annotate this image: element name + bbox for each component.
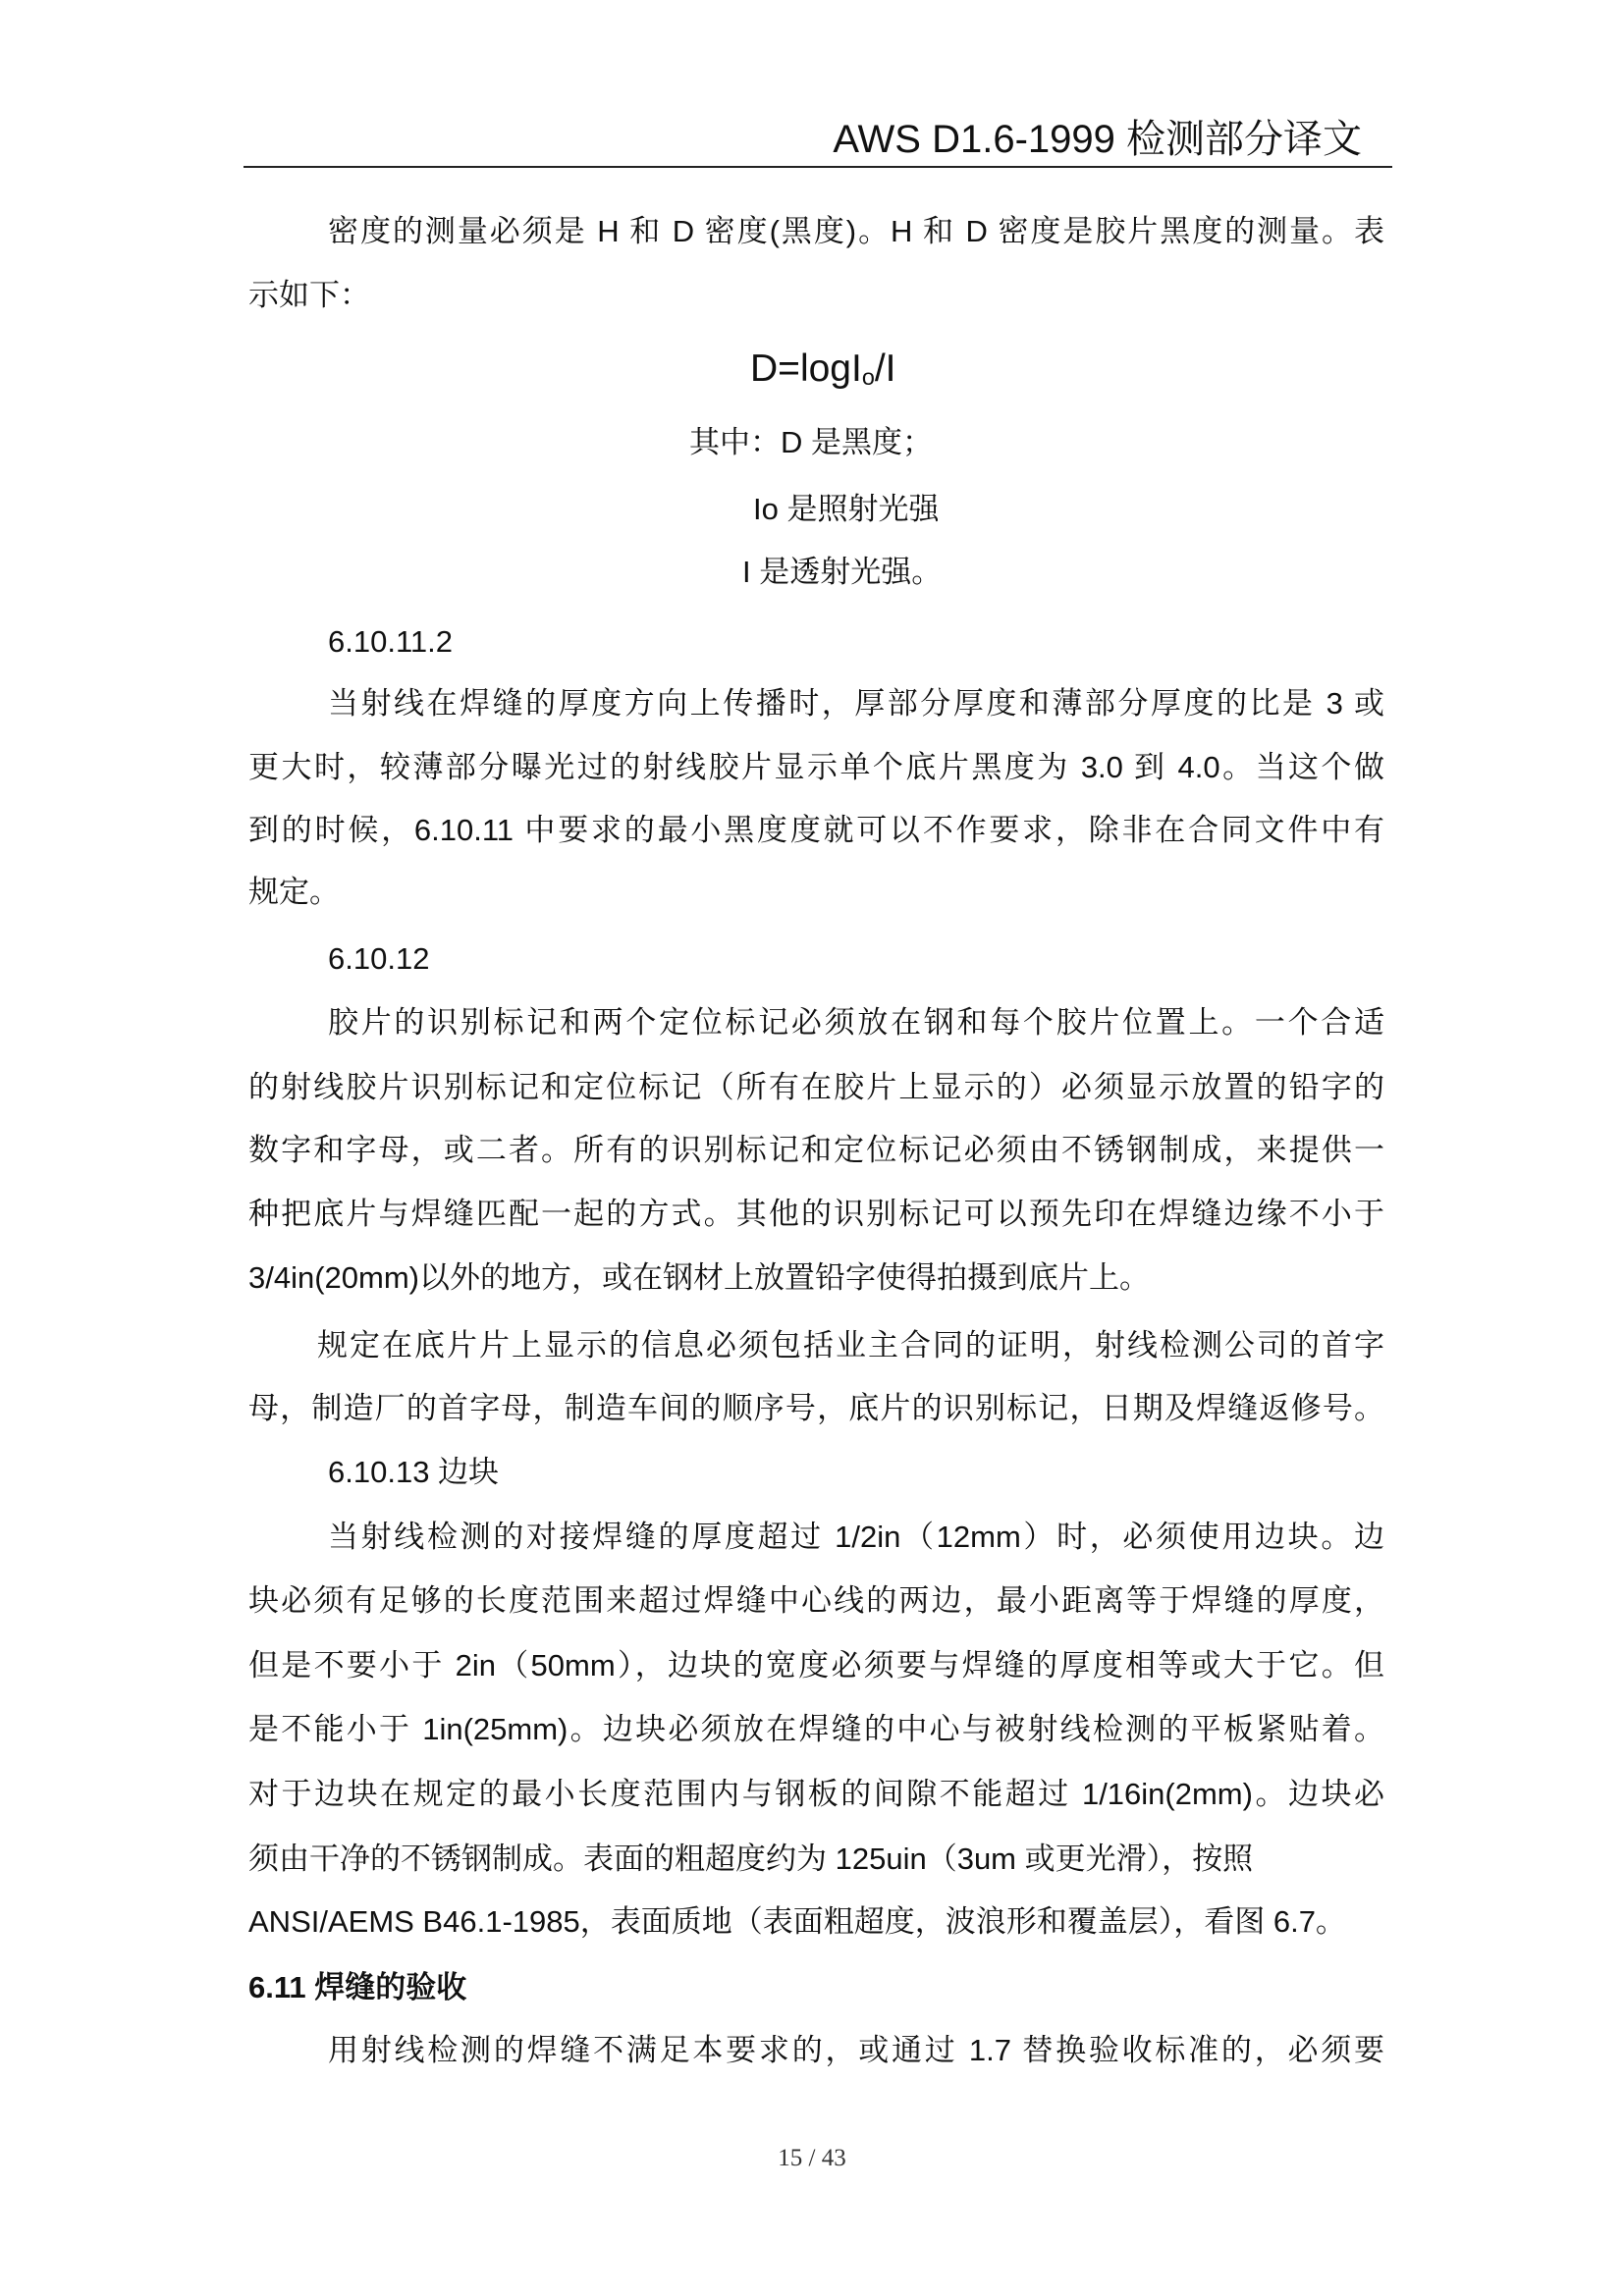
paragraph-line: 数字和字母，或二者。所有的识别标记和定位标记必须由不锈钢制成，来提供一 (248, 1133, 1384, 1167)
paragraph-line: 更大时，较薄部分曝光过的射线胶片显示单个底片黑度为 3.0 到 4.0。当这个做 (248, 750, 1384, 784)
section-heading: 6.10.11.2 (328, 624, 453, 659)
paragraph-line: 到的时候，6.10.11 中要求的最小黑度度就可以不作要求，除非在合同文件中有 (248, 813, 1384, 847)
formula-subscript: o (861, 364, 875, 391)
paragraph-line: 胶片的识别标记和两个定位标记必须放在钢和每个胶片位置上。一个合适 (328, 1005, 1384, 1040)
formula-tail: /I (874, 347, 896, 390)
density-formula (750, 346, 896, 393)
paragraph-line: 3/4in(20mm)以外的地方，或在钢材上放置铅字使得拍摄到底片上。 (248, 1260, 1150, 1295)
paragraph-line: 规定。 (248, 875, 340, 909)
paragraph-line: 是不能小于 1in(25mm)。边块必须放在焊缝的中心与被射线检测的平板紧贴着。 (248, 1712, 1384, 1746)
header-rule (244, 166, 1392, 168)
formula-definition: I 是透射光强。 (742, 555, 943, 589)
section-heading: 6.11 焊缝的验收 (248, 1970, 467, 2004)
paragraph-line: 但是不要小于 2in（50mm），边块的宽度必须要与焊缝的厚度相等或大于它。但 (248, 1648, 1384, 1682)
page-number: 15 / 43 (778, 2145, 846, 2171)
running-header-title: AWS D1.6-1999 检测部分译文 (833, 118, 1362, 161)
paragraph-line: 示如下： (248, 278, 370, 312)
paragraph-line: 当射线检测的对接焊缝的厚度超过 1/2in（12mm）时，必须使用边块。边 (328, 1520, 1384, 1554)
paragraph-line: 对于边块在规定的最小长度范围内与钢板的间隙不能超过 1/16in(2mm)。边块必 (248, 1777, 1384, 1811)
paragraph-line: 密度的测量必须是 H 和 D 密度(黑度)。H 和 D 密度是胶片黑度的测量。表 (328, 214, 1384, 248)
paragraph-line: 当射线在焊缝的厚度方向上传播时，厚部分厚度和薄部分厚度的比是 3 或 (328, 686, 1384, 721)
paragraph-line: 的射线胶片识别标记和定位标记（所有在胶片上显示的）必须显示放置的铅字的 (248, 1070, 1384, 1104)
paragraph-line: ANSI/AEMS B46.1-1985，表面质地（表面粗超度，波浪形和覆盖层），看图 6.7。 (248, 1904, 1346, 1939)
paragraph-line: 须由干净的不锈钢制成。表面的粗超度约为 125uin（3um 或更光滑），按照 (248, 1842, 1254, 1876)
section-heading: 6.10.13 边块 (328, 1455, 500, 1489)
paragraph-line: 种把底片与焊缝匹配一起的方式。其他的识别标记可以预先印在焊缝边缘不小于 (248, 1197, 1384, 1231)
paragraph-line: 规定在底片片上显示的信息必须包括业主合同的证明，射线检测公司的首字 (317, 1328, 1384, 1362)
formula-definition: Io 是照射光强 (753, 492, 940, 526)
section-heading: 6.10.12 (328, 941, 430, 976)
paragraph-line: 用射线检测的焊缝不满足本要求的，或通过 1.7 替换验收标准的，必须要 (328, 2033, 1384, 2067)
paragraph-line: 块必须有足够的长度范围来超过焊缝中心线的两边，最小距离等于焊缝的厚度， (248, 1583, 1384, 1618)
paragraph-line: 母，制造厂的首字母，制造车间的顺序号，底片的识别标记，日期及焊缝返修号。 (248, 1391, 1384, 1425)
formula-main: D=logI (750, 347, 862, 390)
formula-definition: 其中：D 是黑度； (689, 425, 933, 459)
